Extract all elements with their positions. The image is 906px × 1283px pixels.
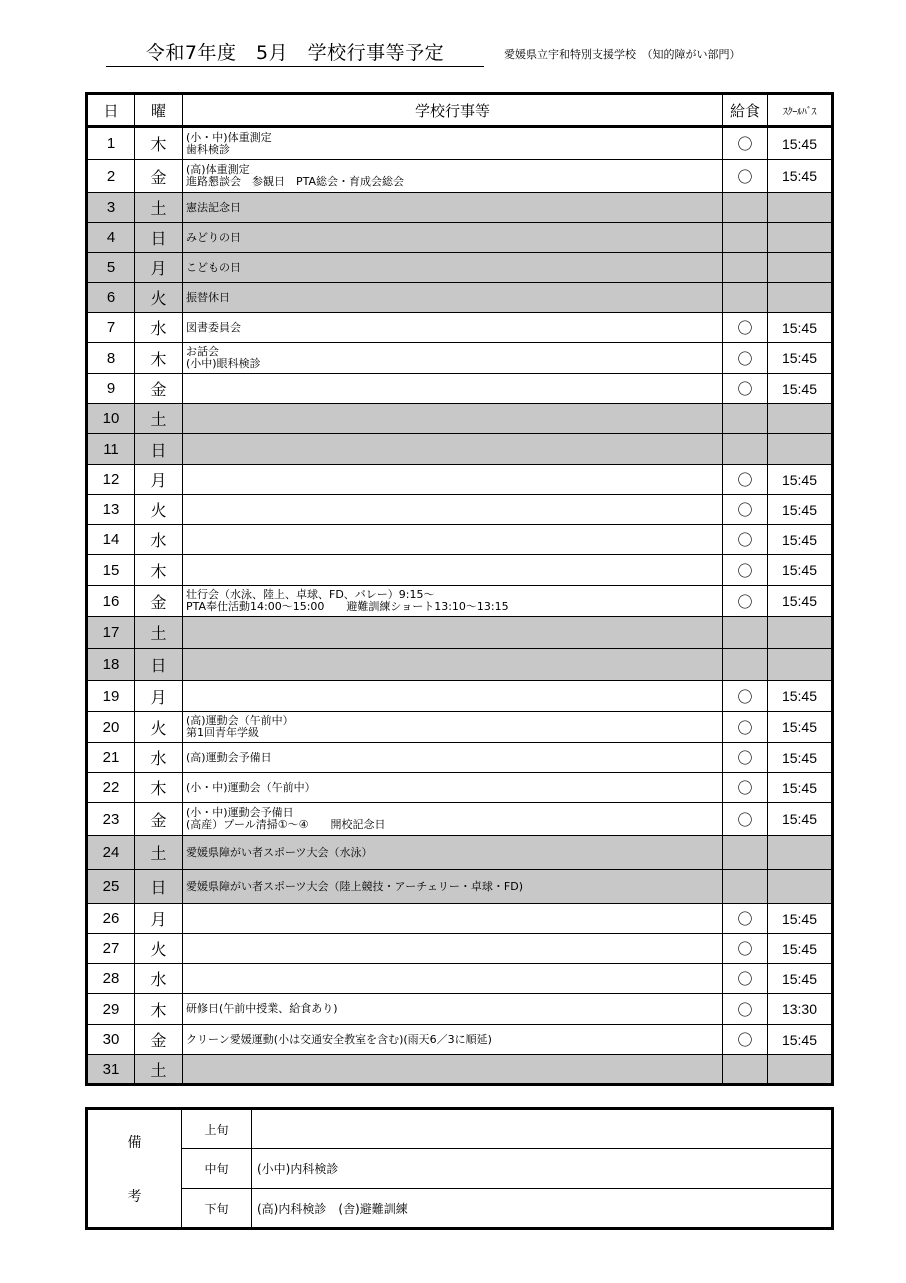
day-cell: 1 (87, 127, 135, 160)
day-cell: 20 (87, 712, 135, 743)
events-cell (183, 193, 723, 223)
table-row (87, 525, 833, 555)
events-cell (183, 313, 723, 343)
day-cell: 28 (87, 964, 135, 994)
day-cell: 3 (87, 193, 135, 223)
table-row (87, 994, 833, 1025)
events-cell (183, 404, 723, 434)
event-line: 進路懇談会 参観日 PTA総会・育成会総会 (186, 175, 405, 188)
day-cell: 25 (87, 870, 135, 904)
events-cell (183, 127, 723, 160)
weekday-cell: 土 (135, 193, 183, 223)
title-underline (106, 40, 484, 67)
bus-time-cell (768, 836, 833, 870)
bus-time-cell: 15:45 (768, 964, 833, 994)
lunch-cell (723, 404, 768, 434)
page-title: 令和7年度 5月 学校行事等予定 (145, 42, 445, 64)
weekday-cell: 金 (135, 803, 183, 836)
day-cell: 17 (87, 617, 135, 649)
events-cell (183, 253, 723, 283)
events-cell (183, 465, 723, 495)
bus-time-cell: 15:45 (768, 773, 833, 803)
header-day: 日 (87, 94, 135, 127)
weekday-cell: 金 (135, 374, 183, 404)
event-line: クリーン愛媛運動(小は交通安全教室を含む)(雨天6／3に順延) (186, 1032, 492, 1046)
events-cell (183, 617, 723, 649)
table-row (87, 223, 833, 253)
events-cell (183, 495, 723, 525)
events-cell (183, 525, 723, 555)
bus-time-cell (768, 404, 833, 434)
weekday-cell: 月 (135, 253, 183, 283)
event-line: 歯科検診 (186, 142, 230, 156)
bus-time-cell (768, 870, 833, 904)
weekday-cell: 日 (135, 223, 183, 253)
bus-time-cell: 15:45 (768, 127, 833, 160)
table-row (87, 649, 833, 681)
schedule-table (85, 92, 834, 1086)
bus-time-cell (768, 649, 833, 681)
weekday-cell: 水 (135, 313, 183, 343)
event-line: (高)体重測定 (186, 163, 250, 176)
events-cell (183, 934, 723, 964)
day-cell: 14 (87, 525, 135, 555)
day-cell: 8 (87, 343, 135, 374)
notes-text: (高)内科検診 (舎)避難訓練 (252, 1189, 833, 1229)
table-row (87, 681, 833, 712)
weekday-cell: 木 (135, 127, 183, 160)
events-cell (183, 712, 723, 743)
day-cell: 26 (87, 904, 135, 934)
day-cell: 13 (87, 495, 135, 525)
bus-time-cell: 15:45 (768, 160, 833, 193)
lunch-cell: 〇 (723, 495, 768, 525)
table-row (87, 803, 833, 836)
bus-time-cell (768, 283, 833, 313)
lunch-cell: 〇 (723, 127, 768, 160)
bus-time-cell: 15:45 (768, 934, 833, 964)
lunch-cell: 〇 (723, 934, 768, 964)
lunch-cell: 〇 (723, 773, 768, 803)
weekday-cell: 月 (135, 904, 183, 934)
lunch-cell: 〇 (723, 160, 768, 193)
day-cell: 18 (87, 649, 135, 681)
notes-period: 下旬 (182, 1189, 252, 1229)
events-cell (183, 586, 723, 617)
lunch-cell: 〇 (723, 374, 768, 404)
notes-row (87, 1149, 833, 1189)
day-cell: 15 (87, 555, 135, 586)
event-line: (高)運動会（午前中） (186, 714, 294, 727)
bus-time-cell: 15:45 (768, 803, 833, 836)
lunch-cell: 〇 (723, 964, 768, 994)
table-row (87, 1055, 833, 1085)
events-cell (183, 836, 723, 870)
notes-label-bottom: 考 (127, 1188, 142, 1205)
events-cell (183, 649, 723, 681)
weekday-cell: 火 (135, 934, 183, 964)
event-line: お話会 (186, 345, 219, 358)
bus-time-cell: 15:45 (768, 374, 833, 404)
notes-row (87, 1189, 833, 1229)
event-line: (小・中)運動会（午前中） (186, 780, 316, 794)
header-bus: ｽｸｰﾙﾊﾞｽ (768, 94, 833, 127)
bus-time-cell: 15:45 (768, 712, 833, 743)
weekday-cell: 月 (135, 681, 183, 712)
weekday-cell: 水 (135, 525, 183, 555)
notes-text: (小中)内科検診 (252, 1149, 833, 1189)
lunch-cell: 〇 (723, 904, 768, 934)
weekday-cell: 水 (135, 964, 183, 994)
header-weekday: 曜 (135, 94, 183, 127)
table-row (87, 313, 833, 343)
weekday-cell: 金 (135, 160, 183, 193)
day-cell: 12 (87, 465, 135, 495)
events-cell (183, 803, 723, 836)
weekday-cell: 木 (135, 994, 183, 1025)
events-cell (183, 223, 723, 253)
weekday-cell: 月 (135, 465, 183, 495)
bus-time-cell (768, 1055, 833, 1085)
day-cell: 24 (87, 836, 135, 870)
event-line: 振替休日 (186, 290, 230, 304)
day-cell: 2 (87, 160, 135, 193)
event-line: (小・中)体重測定 (186, 130, 272, 144)
events-cell (183, 870, 723, 904)
lunch-cell: 〇 (723, 525, 768, 555)
table-row (87, 617, 833, 649)
day-cell: 27 (87, 934, 135, 964)
lunch-cell: 〇 (723, 743, 768, 773)
table-row (87, 253, 833, 283)
events-cell (183, 964, 723, 994)
lunch-cell (723, 649, 768, 681)
notes-table (85, 1107, 834, 1230)
event-line: (高)運動会予備日 (186, 750, 272, 764)
bus-time-cell: 13:30 (768, 994, 833, 1025)
event-line: 図書委員会 (186, 320, 241, 334)
lunch-cell (723, 617, 768, 649)
lunch-cell (723, 223, 768, 253)
day-cell: 10 (87, 404, 135, 434)
day-cell: 5 (87, 253, 135, 283)
table-row (87, 434, 833, 465)
lunch-cell: 〇 (723, 343, 768, 374)
weekday-cell: 土 (135, 617, 183, 649)
weekday-cell: 火 (135, 283, 183, 313)
notes-label-top: 備 (127, 1134, 142, 1151)
weekday-cell: 土 (135, 836, 183, 870)
events-cell (183, 994, 723, 1025)
weekday-cell: 火 (135, 495, 183, 525)
notes-row (87, 1109, 833, 1149)
table-row (87, 712, 833, 743)
bus-time-cell: 15:45 (768, 495, 833, 525)
events-cell (183, 681, 723, 712)
table-row (87, 283, 833, 313)
lunch-cell: 〇 (723, 586, 768, 617)
lunch-cell: 〇 (723, 681, 768, 712)
bus-time-cell: 15:45 (768, 586, 833, 617)
events-cell (183, 283, 723, 313)
event-line: PTA奉仕活動14:00～15:00 避難訓練ショート13:10～13:15 (186, 600, 509, 613)
lunch-cell (723, 836, 768, 870)
lunch-cell: 〇 (723, 712, 768, 743)
weekday-cell: 土 (135, 1055, 183, 1085)
event-line: 愛媛県障がい者スポーツ大会（水泳） (186, 845, 373, 859)
table-row (87, 343, 833, 374)
table-row (87, 404, 833, 434)
bus-time-cell: 15:45 (768, 343, 833, 374)
lunch-cell (723, 283, 768, 313)
lunch-cell: 〇 (723, 994, 768, 1025)
event-line: (小中)眼科検診 (186, 357, 261, 370)
day-cell: 6 (87, 283, 135, 313)
header-lunch: 給食 (723, 94, 768, 127)
weekday-cell: 木 (135, 773, 183, 803)
weekday-cell: 木 (135, 555, 183, 586)
table-row (87, 934, 833, 964)
bus-time-cell: 15:45 (768, 904, 833, 934)
bus-time-cell (768, 193, 833, 223)
events-cell (183, 374, 723, 404)
day-cell: 7 (87, 313, 135, 343)
weekday-cell: 日 (135, 649, 183, 681)
events-cell (183, 434, 723, 465)
table-row (87, 773, 833, 803)
notes-period: 中旬 (182, 1149, 252, 1189)
weekday-cell: 日 (135, 870, 183, 904)
day-cell: 21 (87, 743, 135, 773)
lunch-cell: 〇 (723, 313, 768, 343)
lunch-cell: 〇 (723, 803, 768, 836)
event-line: 愛媛県障がい者スポーツ大会（陸上競技・アーチェリー・卓球・FD) (186, 879, 523, 893)
table-row (87, 586, 833, 617)
events-cell (183, 1055, 723, 1085)
bus-time-cell: 15:45 (768, 555, 833, 586)
bus-time-cell: 15:45 (768, 313, 833, 343)
bus-time-cell (768, 434, 833, 465)
day-cell: 29 (87, 994, 135, 1025)
day-cell: 19 (87, 681, 135, 712)
events-cell (183, 773, 723, 803)
event-line: (高産）プール清掃①～④ 開校記念日 (186, 818, 386, 831)
school-name: 愛媛県立宇和特別支援学校 （知的障がい部門） (504, 48, 741, 61)
weekday-cell: 水 (135, 743, 183, 773)
event-line: 第1回青年学級 (186, 726, 259, 739)
table-row (87, 127, 833, 160)
events-cell (183, 343, 723, 374)
lunch-cell: 〇 (723, 465, 768, 495)
table-row (87, 555, 833, 586)
lunch-cell: 〇 (723, 1025, 768, 1055)
day-cell: 11 (87, 434, 135, 465)
weekday-cell: 金 (135, 1025, 183, 1055)
day-cell: 23 (87, 803, 135, 836)
day-cell: 30 (87, 1025, 135, 1055)
weekday-cell: 火 (135, 712, 183, 743)
event-line: 憲法記念日 (186, 200, 241, 214)
schedule-header-row (87, 94, 833, 127)
table-row (87, 193, 833, 223)
bus-time-cell (768, 617, 833, 649)
event-line: (小・中)運動会予備日 (186, 806, 294, 819)
lunch-cell (723, 253, 768, 283)
table-row (87, 836, 833, 870)
bus-time-cell (768, 253, 833, 283)
lunch-cell (723, 870, 768, 904)
day-cell: 16 (87, 586, 135, 617)
events-cell (183, 904, 723, 934)
events-cell (183, 160, 723, 193)
events-cell (183, 743, 723, 773)
day-cell: 31 (87, 1055, 135, 1085)
lunch-cell (723, 1055, 768, 1085)
events-cell (183, 555, 723, 586)
header-events: 学校行事等 (183, 94, 723, 127)
weekday-cell: 木 (135, 343, 183, 374)
table-row (87, 160, 833, 193)
notes-period: 上旬 (182, 1109, 252, 1149)
table-row (87, 870, 833, 904)
table-row (87, 374, 833, 404)
event-line: 研修日(午前中授業、給食あり) (186, 1002, 338, 1015)
table-row (87, 964, 833, 994)
event-line: こどもの日 (186, 260, 241, 274)
event-line: 壮行会（水泳、陸上、卓球、FD、バレー）9:15～ (186, 588, 435, 601)
table-row (87, 495, 833, 525)
day-cell: 22 (87, 773, 135, 803)
bus-time-cell: 15:45 (768, 1025, 833, 1055)
bus-time-cell: 15:45 (768, 743, 833, 773)
lunch-cell (723, 434, 768, 465)
bus-time-cell (768, 223, 833, 253)
weekday-cell: 金 (135, 586, 183, 617)
table-row (87, 743, 833, 773)
lunch-cell: 〇 (723, 555, 768, 586)
weekday-cell: 土 (135, 404, 183, 434)
notes-label (87, 1109, 182, 1229)
events-cell (183, 1025, 723, 1055)
lunch-cell (723, 193, 768, 223)
table-row (87, 465, 833, 495)
event-line: みどりの日 (186, 230, 241, 244)
weekday-cell: 日 (135, 434, 183, 465)
table-row (87, 904, 833, 934)
schedule-body (87, 127, 833, 1085)
notes-text (252, 1109, 833, 1149)
bus-time-cell: 15:45 (768, 681, 833, 712)
bus-time-cell: 15:45 (768, 465, 833, 495)
table-row (87, 1025, 833, 1055)
day-cell: 4 (87, 223, 135, 253)
bus-time-cell: 15:45 (768, 525, 833, 555)
day-cell: 9 (87, 374, 135, 404)
